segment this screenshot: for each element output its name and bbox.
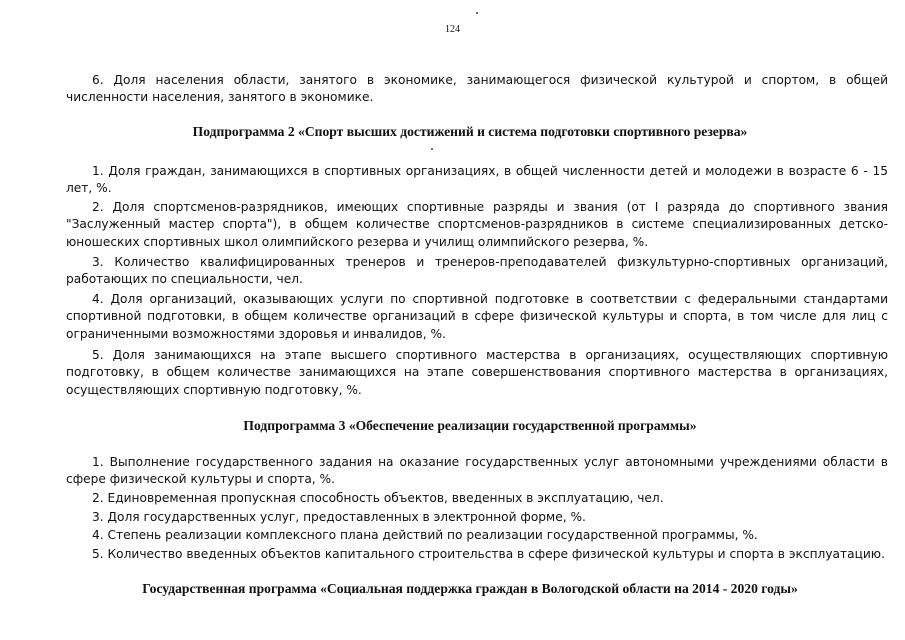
subprogram-3-item-5: 5. Количество введенных объектов капитального строительства в сфере физической культуры и спорта в эксплуатацию.	[92, 547, 885, 561]
subprogram-3-title: Подпрограмма 3 «Обеспечение реализации государственной программы»	[243, 418, 697, 433]
scan-speck	[431, 148, 433, 150]
subprogram-3-item-3: 3. Доля государственных услуг, предоставленных в электронной форме, %.	[92, 510, 586, 524]
subprogram-3-item-2: 2. Единовременная пропускная способность объектов, введенных в эксплуатацию, чел.	[92, 491, 664, 505]
subprogram-2-item-1: 1. Доля граждан, занимающихся в спортивных организациях, в общей численности детей и молодежи в возрасте 6 - 15 лет, %.	[66, 164, 888, 196]
page-number: 124	[445, 24, 460, 35]
subprogram-2-item-2: 2. Доля спортсменов-разрядников, имеющих спортивные разряды и звания (от I разряда до спортивного звания "Заслуженный мастер спорта"), в общем количестве спортсменов-разрядников в системе специализированных детско-юношеских спортивных школ олимпийского резерва и училищ олимпийского резерва, %.	[66, 200, 888, 249]
subprogram-2-item-3: 3. Количество квалифицированных тренеров и тренеров-преподавателей физкультурно-спортивных организаций, работающих по специальности, чел.	[66, 255, 888, 287]
intro-item: 6. Доля населения области, занятого в экономике, занимающегося физической культурой и спортом, в общей численности населения, занятого в экономике.	[66, 73, 888, 105]
state-program-title: Государственная программа «Социальная поддержка граждан в Вологодской области на 2014 - 2020 годы»	[142, 581, 798, 596]
subprogram-2-title: Подпрограмма 2 «Спорт высших достижений и система подготовки спортивного резерва»	[192, 124, 748, 139]
subprogram-2-item-5: 5. Доля занимающихся на этапе высшего спортивного мастерства в организациях, осуществляющих спортивную подготовку, в общем количестве занимающихся на этапе совершенствования спортивного мастерства в организациях, осуществляющих спортивную подготовку, %.	[66, 348, 888, 397]
scan-speck	[476, 12, 478, 14]
subprogram-3-item-4: 4. Степень реализации комплексного плана действий по реализации государственной программы, %.	[92, 528, 758, 542]
subprogram-3-item-1: 1. Выполнение государственного задания на оказание государственных услуг автономными учреждениями области в сфере физической культуры и спорта, %.	[66, 455, 888, 487]
subprogram-2-item-4: 4. Доля организаций, оказывающих услуги по спортивной подготовке в соответствии с федеральными стандартами спортивной подготовки, в общем количестве организаций в сфере физической культуры и спорта, в том числе для лиц с ограниченными возможностями здоровья и инвалидов, %.	[66, 292, 888, 341]
